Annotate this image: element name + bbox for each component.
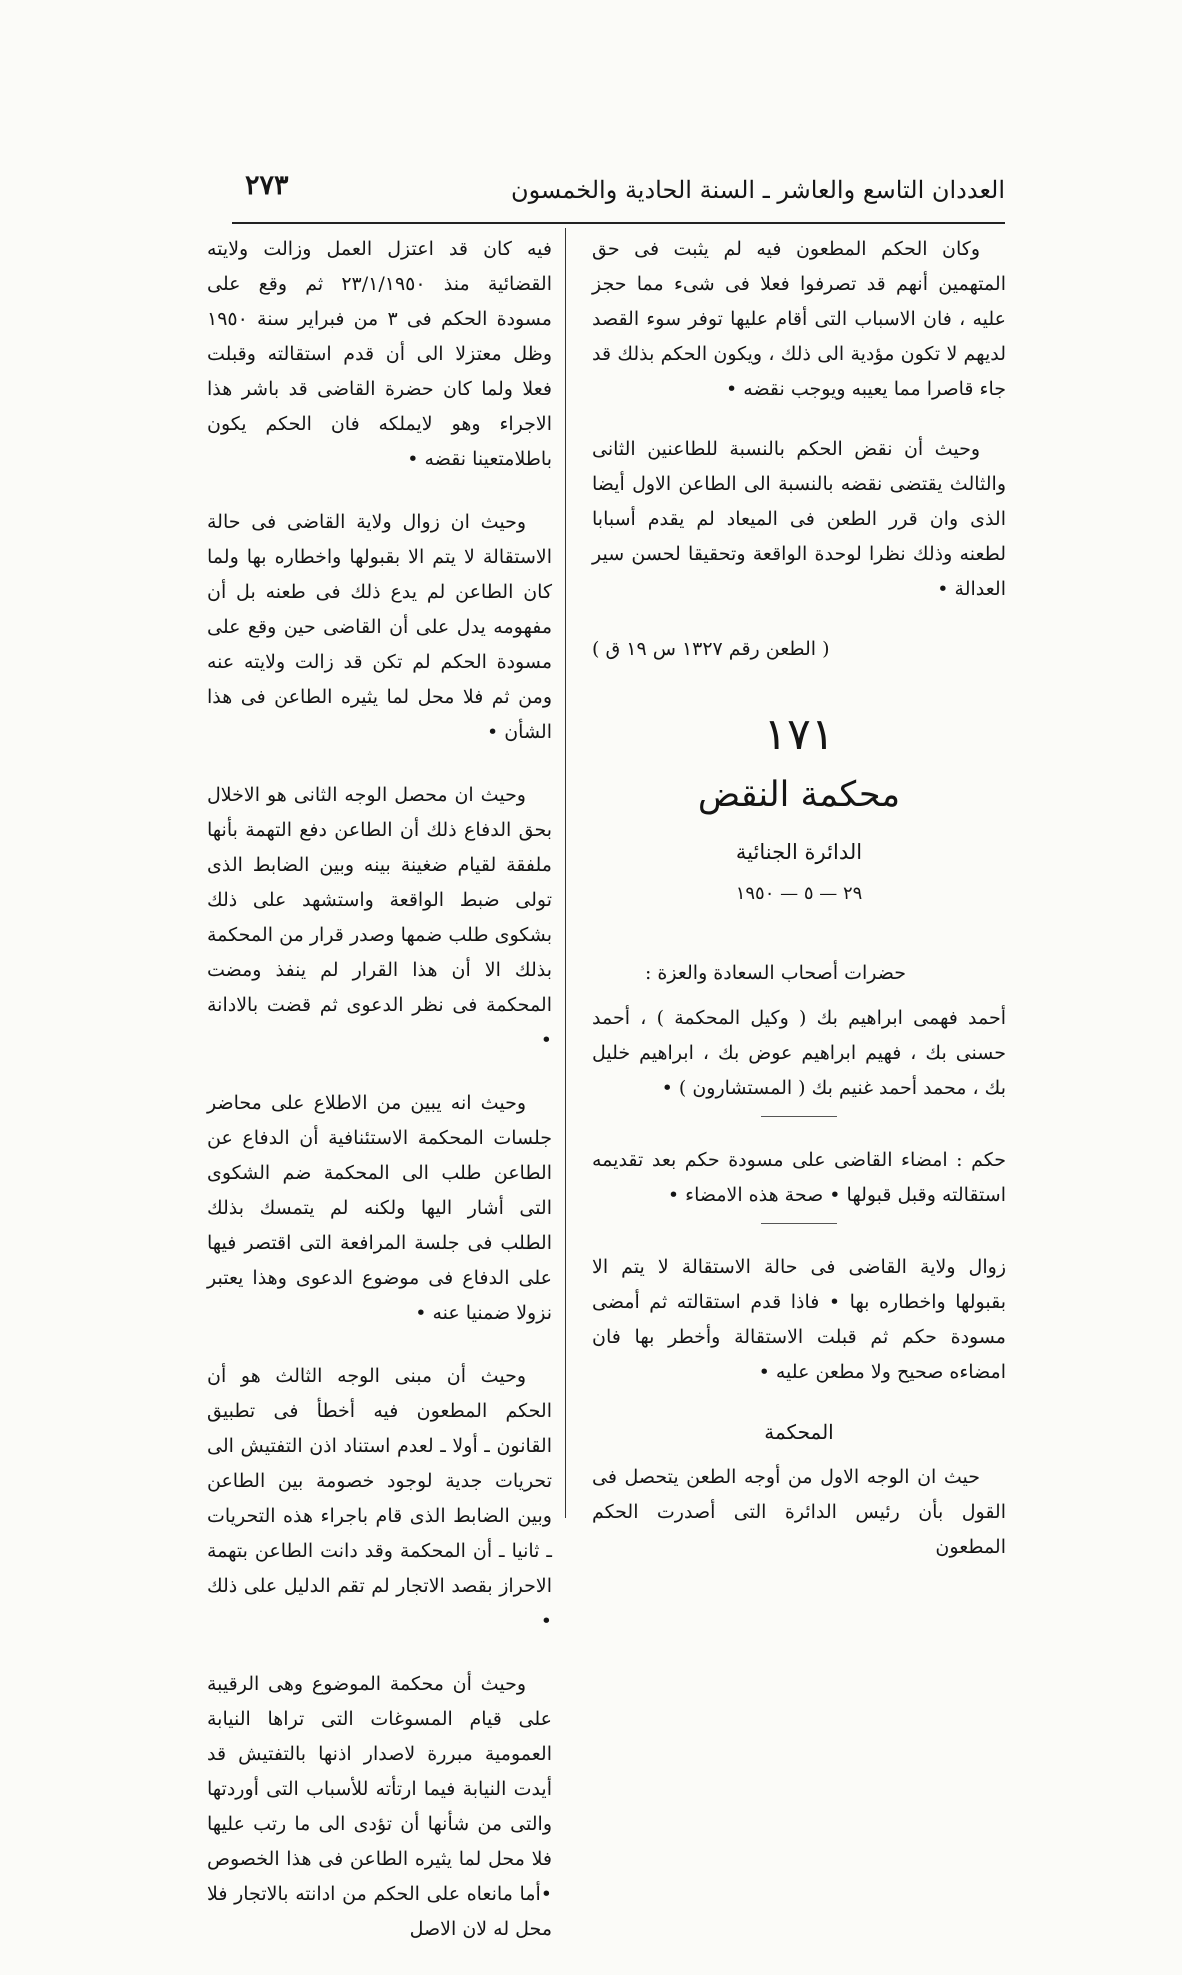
paragraph: وحيث أن مبنى الوجه الثالث هو أن الحكم المطعون فيه أخطأ فى تطبيق القانون ـ أولا ـ لعدم استناد اذن التفتيش الى تحريات جدية لوجود خصومة بين الطاعن وبين الضابط الذى قام باجراء هذه التحريات ـ ثانيا ـ أن المحكمة وقد دانت الطاعن بتهمة الاحراز بقصد الاتجار لم تقم الدليل على ذلك •	[207, 1365, 552, 1632]
paragraph: فيه كان قد اعتزل العمل وزالت ولايته القضائية منذ ٢٣/١/١٩٥٠ ثم وقع على مسودة الحكم فى ٣ من فبراير سنة ١٩٥٠ وظل معتزلا الى أن قدم استقالته وقبلت فعلا ولما كان حضرة القاضى قد باشر هذا الاجراء وهو لايملكه فان الحكم يكون باطلامتعينا نقضه •	[207, 238, 552, 470]
paragraph: وحيث انه يبين من الاطلاع على محاضر جلسات المحكمة الاستئنافية أن الدفاع عن الطاعن طلب الى المحكمة ضم الشكوى التى أشار اليها ولكنه لم يتمسك بذلك الطلب فى جلسة المرافعة التى اقتصر فيها على الدفاع فى موضوع الدعوى وهذا يعتبر نزولا ضمنيا عنه •	[207, 1092, 552, 1324]
case-reference: ( الطعن رقم ١٣٢٧ س ١٩ ق )	[592, 638, 830, 660]
separator-rule	[761, 1116, 837, 1117]
left-column	[207, 232, 552, 1975]
column-divider	[565, 228, 566, 1518]
separator-rule	[761, 1223, 837, 1224]
running-header	[205, 168, 1005, 218]
paragraph: حيث ان الوجه الاول من أوجه الطعن يتحصل فى القول بأن رئيس الدائرة التى أصدرت الحكم المطعون	[592, 1466, 1006, 1558]
court-name: محكمة النقض	[697, 775, 901, 815]
case-number: ١٧١	[763, 709, 835, 760]
judges-heading: حضرات أصحاب السعادة والعزة :	[644, 962, 906, 984]
ruling-summary: حكم : امضاء القاضى على مسودة حكم بعد تقديمه استقالته وقبل قبولها • صحة هذه الامضاء •	[592, 1149, 1006, 1206]
paragraph: وحيث ان زوال ولاية القاضى فى حالة الاستقالة لا يتم الا بقبولها واخطاره بها ولما كان الطاعن لم يدع ذلك فى طعنه بل أن مفهومه يدل على أن القاضى حين وقع على مسودة الحكم لم تكن قد زالت ولايته عنه ومن ثم فلا محل لما يثيره الطاعن فى هذا الشأن •	[207, 511, 552, 743]
legal-principle: زوال ولاية القاضى فى حالة الاستقالة لا يتم الا بقبولها واخطاره بها • فاذا قدم استقالته ثم أمضى مسودة حكم ثم قبلت الاستقالة وأخطر بها فان امضاءه صحيح ولا مطعن عليه •	[592, 1256, 1006, 1383]
court-heading: المحكمة	[764, 1420, 834, 1444]
header-title: العددان التاسع والعاشر ـ السنة الحادية والخمسون	[510, 176, 1005, 204]
paragraph: وحيث أن محكمة الموضوع وهى الرقيبة على قيام المسوغات التى تراها النيابة العمومية مبررة لاصدار اذنها بالتفتيش قد أيدت النيابة فيما ارتأته للأسباب التى أوردتها والتى من شأنها أن تؤدى الى ما رتب عليها فلا محل لما يثيره الطاعن فى هذا الخصوص •أما مانعاه على الحكم من ادانته بالاتجار فلا محل له لان الاصل	[207, 1673, 552, 1940]
session-date: ٢٩ — ٥ — ١٩٥٠	[735, 883, 863, 904]
judges-list: أحمد فهمى ابراهيم بك ( وكيل المحكمة ) ، أحمد حسنى بك ، فهيم ابراهيم عوض بك ، ابراهيم خليل بك ، محمد أحمد غنيم بك ( المستشارون ) •	[592, 1007, 1006, 1099]
court-circuit: الدائرة الجنائية	[735, 840, 863, 864]
paragraph: وكان الحكم المطعون فيه لم يثبت فى حق المتهمين أنهم قد تصرفوا فعلا فى شىء مما حجز عليه ، فان الاسباب التى أقام عليها توفر سوء القصد لديهم لا تكون مؤدية الى ذلك ، ويكون الحكم بذلك قد جاء قاصرا مما يعيبه ويوجب نقضه •	[592, 238, 1006, 400]
page-number: ٢٧٣	[245, 170, 289, 201]
paragraph: وحيث ان محصل الوجه الثانى هو الاخلال بحق الدفاع ذلك أن الطاعن دفع التهمة بأنها ملفقة لقيام ضغينة بينه وبين الضابط الذى تولى ضبط الواقعة واستشهد على ذلك بشكوى طلب ضمها وصدر قرار من المحكمة بذلك الا أن هذا القرار لم ينفذ ومضت المحكمة فى نظر الدعوى ثم قضت بالادانة •	[207, 784, 552, 1051]
header-rule	[232, 222, 1005, 224]
paragraph: وحيث أن نقض الحكم بالنسبة للطاعنين الثانى والثالث يقتضى نقضه بالنسبة الى الطاعن الاول أيضا الذى وان قرر الطعن فى الميعاد لم يقدم أسبابا لطعنه وذلك نظرا لوحدة الواقعة وتحقيقا لحسن سير العدالة •	[592, 438, 1006, 600]
right-column	[592, 232, 1006, 1590]
